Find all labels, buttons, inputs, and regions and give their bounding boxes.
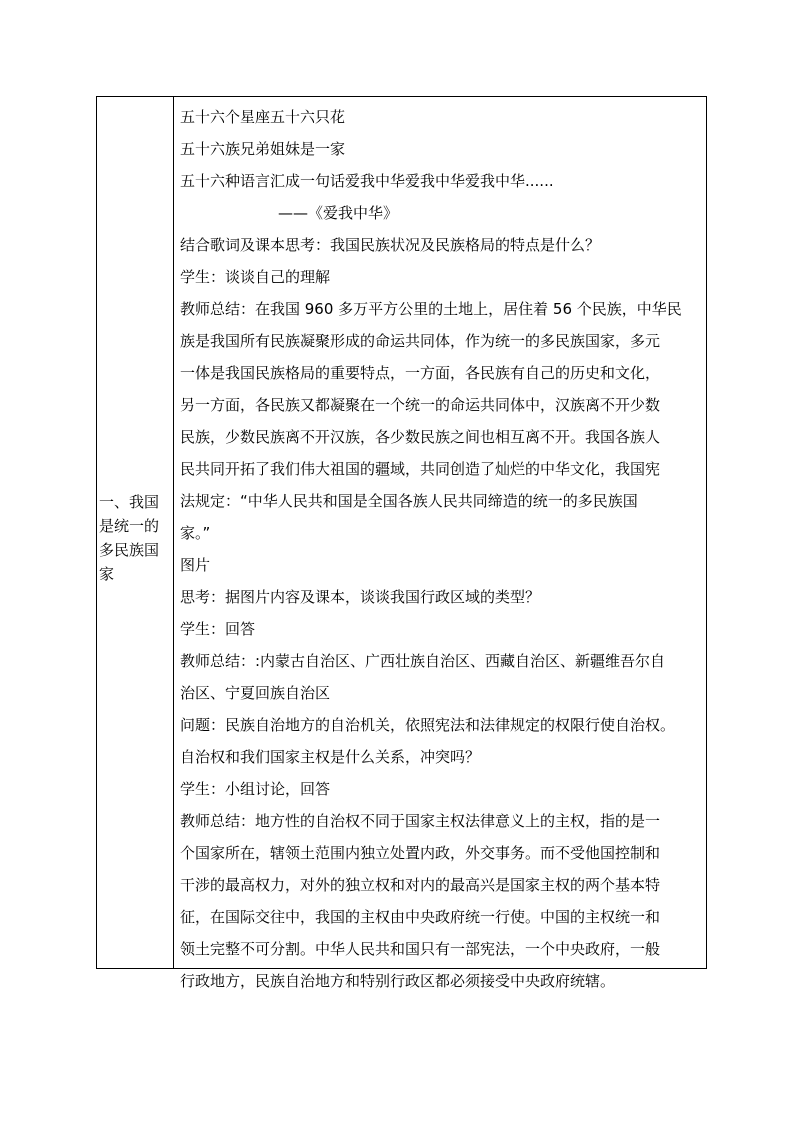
student-response: 学生：谈谈自己的理解 — [180, 268, 331, 286]
content-cell — [180, 101, 705, 997]
section-title-cell — [99, 490, 171, 586]
section-title-line: 多民族国 — [99, 541, 160, 559]
teacher-summary-line: 家。” — [180, 524, 211, 542]
teacher-summary-line: 另一方面，各民族又都凝聚在一个统一的命运共同体中，汉族离不开少数 — [180, 396, 661, 414]
section-title-line: 一、我国 — [99, 493, 160, 511]
teacher-summary-line: 征，在国际交往中，我国的主权由中央政府统一行使。中国的主权统一和 — [180, 908, 661, 926]
teacher-summary-line: 教师总结：在我国 960 多万平方公里的土地上，居住着 56 个民族，中华民 — [180, 300, 682, 318]
teacher-summary-line: 教师总结：地方性的自治权不同于国家主权法律意义上的主权，指的是一 — [180, 812, 661, 830]
teacher-summary-line: 干涉的最高权力，对外的独立权和对内的最高兴是国家主权的两个基本特 — [180, 876, 661, 894]
question-text: 结合歌词及课本思考：我国民族状况及民族格局的特点是什么？ — [180, 236, 601, 254]
student-response: 学生：回答 — [180, 620, 256, 638]
student-response: 学生：小组讨论，回答 — [180, 780, 331, 798]
teacher-summary-line: 民共同开拓了我们伟大祖国的疆域，共同创造了灿烂的中华文化，我国宪 — [180, 460, 661, 478]
lyric-line: 五十六种语言汇成一句话爱我中华爱我中华爱我中华...... — [180, 172, 554, 190]
teacher-summary-line: 法规定：“中华人民共和国是全国各族人民共同缔造的统一的多民族国 — [180, 492, 638, 510]
teacher-summary-line: 领土完整不可分割。中华人民共和国只有一部宪法，一个中央政府，一般 — [180, 940, 661, 958]
lyric-line: 五十六族兄弟姐妹是一家 — [180, 140, 346, 158]
teacher-summary-line: 民族，少数民族离不开汉族，各少数民族之间也相互离不开。我国各族人 — [180, 428, 661, 446]
question-text: 自治权和我们国家主权是什么关系，冲突吗？ — [180, 748, 481, 766]
teacher-summary-line: 教师总结：:内蒙古自治区、广西壮族自治区、西藏自治区、新疆维吾尔自 — [180, 652, 666, 670]
section-title-line: 是统一的 — [99, 517, 160, 535]
lyric-line: 五十六个星座五十六只花 — [180, 108, 346, 126]
question-text: 思考：据图片内容及课本，谈谈我国行政区域的类型？ — [180, 588, 541, 606]
teacher-summary-line: 一体是我国民族格局的重要特点，一方面，各民族有自己的历史和文化， — [180, 364, 661, 382]
song-credit: ——《爱我中华》 — [278, 204, 399, 222]
teacher-summary-line: 治区、宁夏回族自治区 — [180, 684, 331, 702]
column-divider — [173, 96, 174, 969]
question-text: 问题：民族自治地方的自治机关，依照宪法和法律规定的权限行使自治权。 — [180, 716, 676, 734]
picture-label: 图片 — [180, 556, 211, 574]
section-title-line: 家 — [99, 565, 115, 583]
teacher-summary-line: 族是我国所有民族凝聚形成的命运共同体，作为统一的多民族国家，多元 — [180, 332, 661, 350]
teacher-summary-line: 行政地方，民族自治地方和特别行政区都必须接受中央政府统辖。 — [180, 972, 616, 990]
teacher-summary-line: 个国家所在，辖领土范围内独立处置内政，外交事务。而不受他国控制和 — [180, 844, 661, 862]
